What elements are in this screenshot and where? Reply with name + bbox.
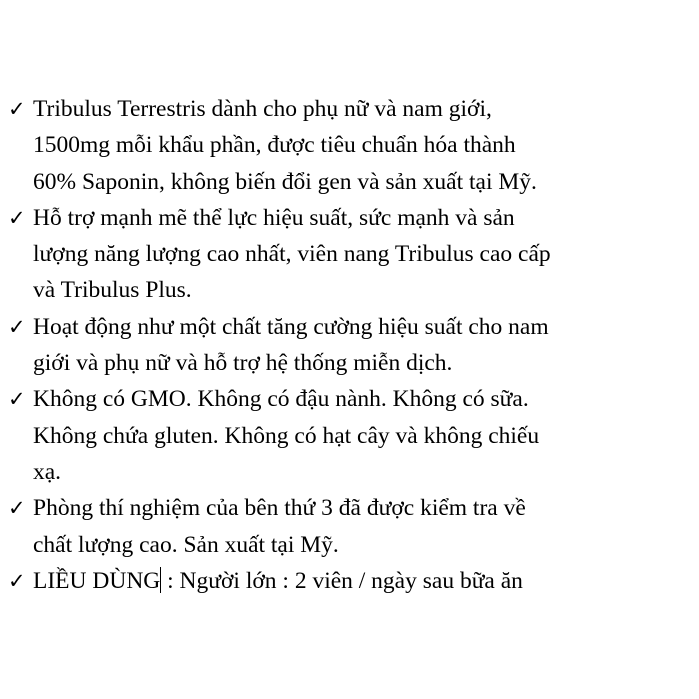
document-body <box>8 91 694 599</box>
bullet-line: 1500mg mỗi khẩu phần, được tiêu chuẩn hóa thành <box>33 132 516 159</box>
bullet-item-2 <box>8 200 694 309</box>
bullet-item-1 <box>8 91 694 200</box>
bullet-line: Phòng thí nghiệm của bên thứ 3 đã được kiểm tra về <box>33 495 526 522</box>
bullet-line: Không chứa gluten. Không có hạt cây và không chiếu <box>33 422 540 449</box>
bullet-line: và Tribulus Plus. <box>33 277 192 304</box>
dosage-line[interactable] <box>33 563 694 599</box>
bullet-line: lượng năng lượng cao nhất, viên nang Tribulus cao cấp <box>33 241 551 268</box>
bullet-line: 60% Saponin, không biến đổi gen và sản xuất tại Mỹ. <box>33 168 537 195</box>
bullet-item-5 <box>8 490 694 563</box>
bullet-line: giới và phụ nữ và hỗ trợ hệ thống miễn dịch. <box>33 350 453 377</box>
bullet-line: xạ. <box>33 458 62 485</box>
checkmark-icon: ✓ <box>8 568 26 593</box>
dosage-text-after-cursor: : Người lớn : 2 viên / ngày sau bữa ăn <box>161 567 523 594</box>
checkmark-icon: ✓ <box>8 205 26 230</box>
bullet-item-6 <box>8 563 694 599</box>
bullet-line: Hỗ trợ mạnh mẽ thể lực hiệu suất, sức mạnh và sản <box>33 204 515 231</box>
dosage-text-before-cursor: LIỀU DÙNG <box>33 567 161 594</box>
bullet-line: Không có GMO. Không có đậu nành. Không có sữa. <box>33 386 529 413</box>
checkmark-icon: ✓ <box>8 97 26 121</box>
bullet-line: Hoạt động như một chất tăng cường hiệu suất cho nam <box>33 313 549 340</box>
bullet-line: chất lượng cao. Sản xuất tại Mỹ. <box>33 531 339 558</box>
bullet-line: Tribulus Terrestris dành cho phụ nữ và nam giới, <box>33 96 492 122</box>
checkmark-icon: ✓ <box>8 496 26 521</box>
checkmark-icon: ✓ <box>8 387 26 412</box>
checkmark-icon: ✓ <box>8 314 26 339</box>
bullet-item-3 <box>8 309 694 382</box>
bullet-item-4 <box>8 381 694 490</box>
